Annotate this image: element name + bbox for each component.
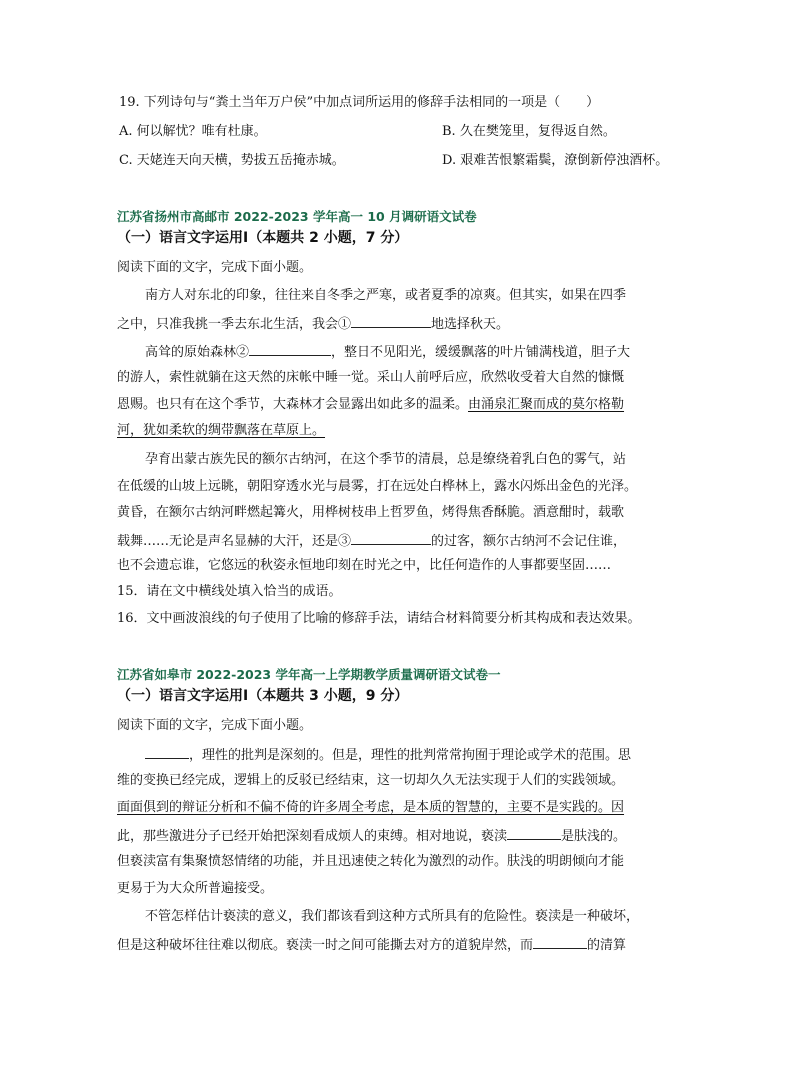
q19-option-b: B. 久在樊笼里，复得返自然。 xyxy=(442,124,616,139)
passage-1-line: 也不会遗忘谁，它悠远的秋姿永恒地印刻在时光之中，比任何造作的人事都要坚固…… xyxy=(117,558,612,573)
section-heading-1: （一）语言文字运用Ⅰ（本题共 2 小题，7 分） xyxy=(117,230,409,246)
passage-2-line xyxy=(117,799,677,817)
passage-1-line: 南方人对东北的印象，往往来自冬季之严寒，或者夏季的凉爽。但其实，如果在四季 xyxy=(145,288,627,303)
passage-text: 的清算 xyxy=(587,938,627,953)
passage-text: 但是这种破坏往往难以彻底。亵渎一时之间可能撕去对方的道貌岸然，而 xyxy=(117,938,534,953)
section-heading-2: （一）语言文字运用Ⅰ（本题共 3 小题，9 分） xyxy=(117,688,409,704)
passage-2-line xyxy=(145,745,705,765)
question-16: 16．文中画波浪线的句子使用了比喻的修辞手法，请结合材料简要分析其构成和表达效果。 xyxy=(117,611,641,626)
fill-blank-3 xyxy=(351,531,431,545)
passage-1-line: 在低缓的山坡上远眺，朝阳穿透水光与晨雾，打在远处白桦林上，露水闪烁出金色的光泽。 xyxy=(117,479,638,494)
passage-1-line xyxy=(117,422,677,440)
source-title-1: 江苏省扬州市高邮市 2022-2023 学年高一 10 月调研语文试卷 xyxy=(117,209,477,224)
wavy-underlined-sentence: 河，犹如柔软的绸带飘落在草原上。 xyxy=(117,423,326,438)
passage-2-line: 但亵渎富有集聚愤怒情绪的功能，并且迅速使之转化为激烈的动作。肤浅的明朗倾向才能 xyxy=(117,854,625,869)
fill-blank-1 xyxy=(351,314,431,328)
fill-blank-6 xyxy=(533,935,587,949)
question-19-stem: 19. 下列诗句与“粪土当年万户侯”中加点词所运用的修辞手法相同的一项是（ ） xyxy=(119,95,600,110)
passage-1-line xyxy=(117,396,677,414)
passage-2-line xyxy=(117,826,677,846)
passage-2-line: 维的变换已经完成，逻辑上的反驳已经结束，这一切却久久无法实现于人们的实践领域。 xyxy=(117,773,625,788)
passage-2-line xyxy=(117,935,677,955)
q19-option-a: A. 何以解忧？唯有杜康。 xyxy=(119,124,267,139)
passage-text: 恩赐。也只有在这个季节，大森林才会显露出如此多的温柔。 xyxy=(117,397,469,412)
passage-text: 地选择秋天。 xyxy=(431,317,510,332)
source-title-2: 江苏省如皋市 2022-2023 学年高一上学期教学质量调研语文试卷一 xyxy=(117,667,501,682)
q19-option-d: D. 艰难苦恨繁霜鬓，潦倒新停浊酒杯。 xyxy=(442,153,669,168)
fill-blank-5 xyxy=(507,826,561,840)
fill-blank-2 xyxy=(249,342,331,356)
passage-1-line: 的游人，索性就躺在这天然的床帐中睡一觉。采山人前呼后应，欣然收受着大自然的慷慨 xyxy=(117,370,625,385)
passage-text: 的过客，额尔古纳河不会记住谁， xyxy=(431,534,627,549)
passage-1-line xyxy=(145,342,705,362)
passage-text: 是肤浅的。 xyxy=(561,829,627,844)
reading-instruction-2: 阅读下面的文字，完成下面小题。 xyxy=(117,718,313,733)
passage-text: 之中，只准我挑一季去东北生活，我会① xyxy=(117,317,352,332)
passage-1-line xyxy=(117,531,677,551)
passage-text: ，整日不见阳光，缓缓飘落的叶片铺满栈道，胆子大 xyxy=(331,345,631,360)
reading-instruction-1: 阅读下面的文字，完成下面小题。 xyxy=(117,260,313,275)
question-15: 15．请在文中横线处填入恰当的成语。 xyxy=(117,584,342,599)
passage-2-line: 更易于为大众所普遍接受。 xyxy=(117,881,274,896)
passage-text: ，理性的批判是深刻的。但是，理性的批判常常拘囿于理论或学术的范围。思 xyxy=(189,748,632,763)
passage-1-line: 黄昏，在额尔古纳河畔燃起篝火，用桦树枝串上哲罗鱼，烤得焦香酥脆。酒意酣时，载歌 xyxy=(117,505,625,520)
passage-text: 此，那些激进分子已经开始把深刻看成烦人的束缚。相对地说，亵渎 xyxy=(117,829,508,844)
passage-text: 高耸的原始森林② xyxy=(145,345,250,360)
passage-1-line: 孕育出蒙古族先民的额尔古纳河，在这个季节的清晨，总是缭绕着乳白色的雾气，站 xyxy=(145,452,627,467)
passage-1-line xyxy=(117,314,677,334)
q19-option-c: C. 天姥连天向天横，势拔五岳掩赤城。 xyxy=(119,153,345,168)
fill-blank-4 xyxy=(145,745,189,759)
passage-text: 载舞……无论是声名显赫的大汗，还是③ xyxy=(117,534,352,549)
underlined-sentence: 主要不是实践的。因 xyxy=(507,800,625,815)
underlined-sentence: 面面俱到的辩证分析和不偏不倚的许多周全考虑，是本质的智慧的， xyxy=(117,800,508,815)
wavy-underlined-sentence: 由涌泉汇聚而成的莫尔格勒 xyxy=(468,397,625,412)
passage-2-line: 不管怎样估计亵渎的意义，我们都该看到这种方式所具有的危险性。亵渎是一种破坏， xyxy=(145,909,640,924)
